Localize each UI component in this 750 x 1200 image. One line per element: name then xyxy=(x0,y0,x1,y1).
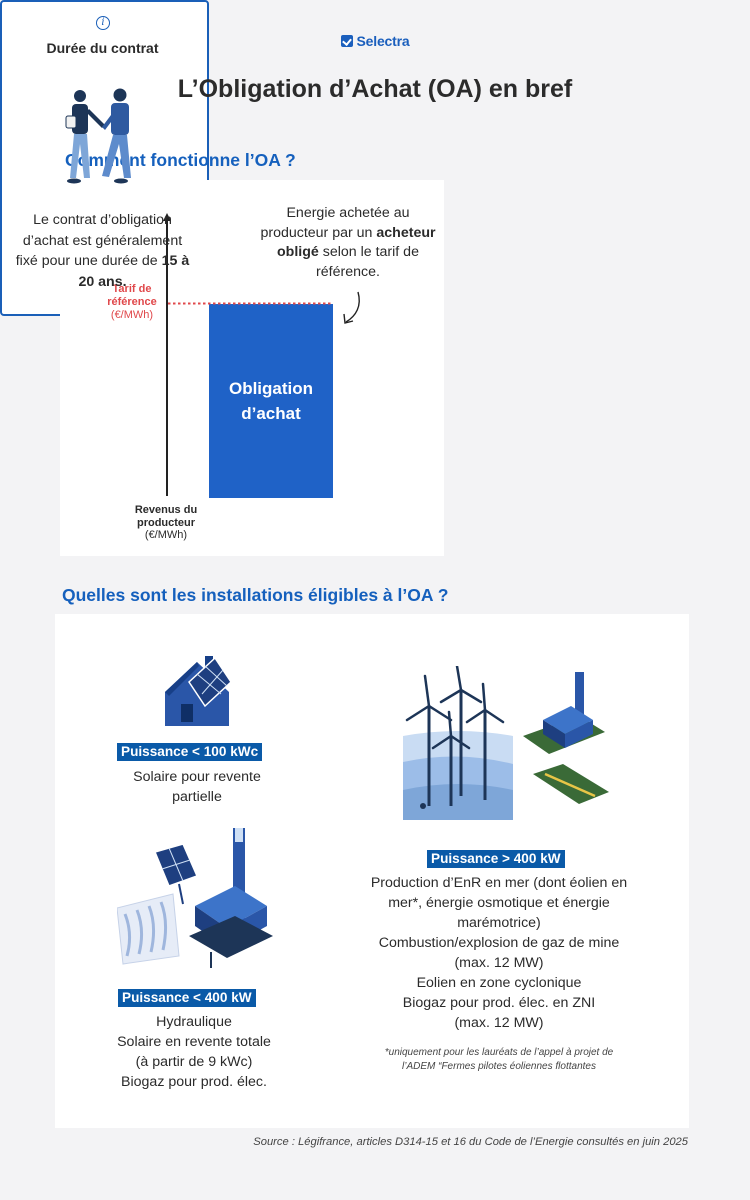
annotation-post: selon le tarif de référence. xyxy=(316,244,419,280)
annotation-arrow xyxy=(346,292,359,322)
desc-line: Solaire en revente totale xyxy=(117,1034,271,1050)
desc-line: (max. 12 MW) xyxy=(454,1015,544,1031)
info-icon: i xyxy=(96,16,110,30)
source-note: Source : Légifrance, articles D314-15 et 16 du Code de l’Energie consultés en juin 2025 xyxy=(253,1136,688,1148)
card-title: Durée du contrat xyxy=(46,40,159,56)
axis-line1: Revenus du xyxy=(134,504,198,516)
annotation-bold: acheteur obligé xyxy=(277,224,436,260)
card-text-bold: 15 à 20 ans. xyxy=(78,253,190,290)
desc-line: Hydraulique xyxy=(156,1014,232,1030)
axis-line2: producteur xyxy=(136,516,196,529)
section-title-how: Comment fonctionne l’OA ? xyxy=(65,150,296,170)
desc-line: Eolien en zone cyclonique xyxy=(416,975,582,991)
brand-name: Selectra xyxy=(356,33,410,49)
solar-house-icon xyxy=(159,652,235,728)
tarif-line1: Tarif de xyxy=(112,283,152,295)
desc-under-400 xyxy=(91,1012,297,1092)
footnote xyxy=(355,1046,643,1074)
page-title: L’Obligation d’Achat (OA) en bref xyxy=(177,75,573,103)
axis-unit: (€/MWh) xyxy=(144,529,188,541)
desc-line: Solaire pour revente xyxy=(133,769,261,785)
tarif-line2: référence xyxy=(107,296,157,308)
badge-under-400: Puissance < 400 kW xyxy=(118,989,256,1007)
desc-line: mer*, énergie osmotique et énergie xyxy=(388,895,610,911)
desc-line: marémotrice) xyxy=(457,915,541,931)
selectra-check-icon xyxy=(341,35,353,47)
badge-over-400: Puissance > 400 kW xyxy=(427,850,565,868)
hydro-solar-drill-illustration xyxy=(117,824,277,974)
y-axis-label xyxy=(116,504,216,542)
bar-label-line2: d’achat xyxy=(241,404,301,423)
bar-label xyxy=(209,376,333,426)
footnote-line1: *uniquement pour les lauréats de l’appel à projet de xyxy=(384,1047,614,1058)
annotation-text xyxy=(256,204,440,282)
offshore-wind-illustration xyxy=(403,666,615,822)
desc-line: Biogaz pour prod. élec. xyxy=(121,1074,267,1090)
handshake-illustration xyxy=(58,86,148,188)
bar-label-line1: Obligation xyxy=(228,379,314,398)
desc-line: partielle xyxy=(172,789,222,805)
desc-line: Production d’EnR en mer (dont éolien en xyxy=(370,875,628,891)
tarif-unit: (€/MWh) xyxy=(110,309,154,321)
annotation-pre: Energie achetée au producteur par un xyxy=(260,205,410,241)
desc-over-400 xyxy=(351,873,647,1033)
installations-panel xyxy=(55,614,689,1128)
badge-under-100: Puissance < 100 kWc xyxy=(117,743,262,761)
desc-line: Biogaz pour prod. élec. en ZNI xyxy=(402,995,596,1011)
footnote-line2: l’ADEM “Fermes pilotes éoliennes flottantes xyxy=(402,1061,596,1072)
card-text xyxy=(12,210,193,292)
desc-under-100 xyxy=(95,767,299,807)
desc-line: Combustion/explosion de gaz de mine xyxy=(378,935,620,951)
desc-line: (à partir de 9 kWc) xyxy=(135,1054,253,1070)
section-title-eligible: Quelles sont les installations éligibles à l’OA ? xyxy=(62,585,449,605)
card-text-pre: Le contrat d’obligation d’achat est généralement fixé pour une durée de xyxy=(15,212,183,269)
desc-line: (max. 12 MW) xyxy=(454,955,544,971)
